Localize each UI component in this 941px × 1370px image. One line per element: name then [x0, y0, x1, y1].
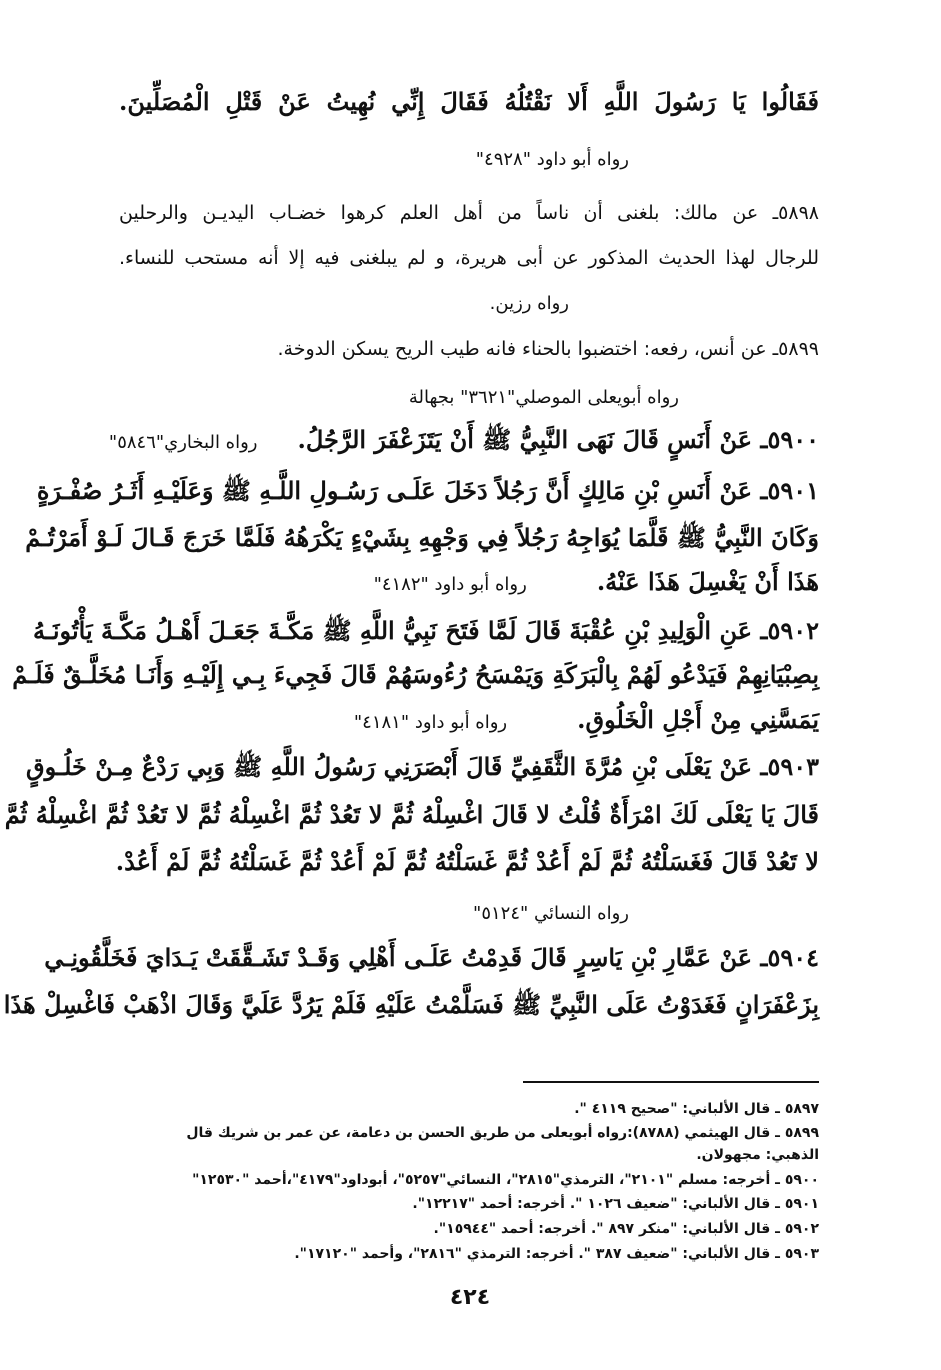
footnote-divider	[523, 1081, 819, 1083]
text-line-14	[119, 700, 819, 740]
footnote-5903: ٥٩٠٣ ـ قال الألباني: "ضعيف ٣٨٧ ". أخرجه: الترمذي "٢٨١٦"، وأحمد "١٧١٢٠".	[294, 1246, 819, 1262]
text-line-17: لا تَعُدْ قَالَ فَغَسَلْتُهُ ثُمَّ لَمْ أَعُدْ ثُمَّ غَسَلْتُهُ ثُمَّ لَمْ أَعُدْ ثُمَّ غَسَلْتُهُ ثُمَّ لَمْ أَعُدْ.	[115, 847, 819, 876]
source-line-05: رواه رزين.	[489, 293, 569, 314]
text-line-01: فَقَالُوا يَا رَسُولَ اللَّهِ أَلا نَقْتُلُهُ فَقَالَ إِنِّي نُهِيتُ عَنْ قَتْلِ الْمُصَلِّينَ.	[119, 87, 819, 116]
text-line-04: للرجال لهذا الحديث المذكور عن أبى هريرة، و لم يبلغنى فيه إلا أنه مستحب للنساء.	[119, 247, 819, 269]
source-abudawud-4181: رواه أبو داود "٤١٨١"	[353, 712, 508, 733]
text-line-11	[119, 562, 819, 602]
text-line-09: ٥٩٠١ـ عَنْ أَنَسِ بْنِ مَالِكٍ أَنَّ رَجُلاً دَخَلَ عَلَـى رَسُـولِ اللَّـهِ ﷺ وَعَلَيْـهِ أَثَـرُ صُفْـرَةٍ	[36, 476, 819, 505]
footnote-5899: ٥٨٩٩ ـ قال الهيثمي (٨٧٨٨):رواه أبويعلى من طريق الحسن بن دعامة، عن عمر بن شريك قال	[186, 1125, 819, 1141]
text-line-03: ٥٨٩٨ـ عن مالك: بلغنى أن ناساً من أهل العلم كرهوا خضـاب اليديـن والرحلين	[119, 202, 819, 224]
source-bukhari-5846: رواه البخاري"٥٨٤٦"	[108, 432, 258, 453]
hadith-5900-text: ٥٩٠٠ـ عَنْ أَنَسٍ قَالَ نَهَى النَّبِيُّ ﷺ أَنْ يَتَزَعْفَرَ الرَّجُلُ.	[297, 425, 819, 454]
page-number: ٤٢٤	[449, 1285, 491, 1310]
text-line-10: وَكَانَ النَّبِيُّ ﷺ قَلَّمَا يُوَاجِهُ رَجُلاً فِي وَجْهِهِ بِشَيْءٍ يَكْرَهُهُ فَلَمَّا خَرَجَ قَـالَ لَـوْ أَمَرْتُـمْ	[25, 523, 819, 552]
footnote-5900: ٥٩٠٠ ـ أخرجه: مسلم "٢١٠١"، الترمذي"٢٨١٥"، النسائي"٥٢٥٧"، أبوداود"٤١٧٩"،أحمد "١٢٥٣٠"	[192, 1172, 819, 1188]
footnote-5897: ٥٨٩٧ ـ قال الألباني: "صحيح ٤١١٩ ".	[574, 1101, 819, 1117]
text-line-13: بِصِبْيَانِهِمْ فَيَدْعُو لَهُمْ بِالْبَرَكَةِ وَيَمْسَحُ رُءُوسَهُمْ قَالَ فَجِيءَ بِـي إِلَيْـهِ وَأَنَـا مُخَلَّـقٌ فَلَـمْ	[12, 660, 819, 689]
footnote-5899-cont: الذهبي: مجهولان.	[696, 1147, 819, 1163]
text-line-08	[108, 420, 819, 460]
text-line-20: بِزَعْفَرَانٍ فَغَدَوْتُ عَلَى النَّبِيِّ ﷺ فَسَلَّمْتُ عَلَيْهِ فَلَمْ يَرُدَّ عَلَيَّ وَقَالَ اذْهَبْ فَاغْسِلْ هَذَا	[3, 990, 819, 1019]
footnote-5901: ٥٩٠١ ـ قال الألباني: "ضعيف ١٠٢٦ ". أخرجه: أحمد "١٢٢١٧".	[412, 1196, 819, 1212]
hadith-5902-end: يَمَسَّنِي مِنْ أَجْلِ الْخَلُوقِ.	[577, 705, 819, 734]
source-line-02: رواه أبو داود "٤٩٢٨"	[475, 149, 629, 170]
text-line-19: ٥٩٠٤ـ عَنْ عَمَّارِ بْنِ يَاسِرٍ قَالَ قَدِمْتُ عَلَـى أَهْلِي وَقَـدْ تَشَـقَّقَتْ يَـدَايَ فَخَلَّقُونِـي	[44, 943, 819, 972]
hadith-5901-end: هَذَا أَنْ يَغْسِلَ هَذَا عَنْهُ.	[596, 567, 819, 596]
text-line-06: ٥٨٩٩ـ عن أنس، رفعه: اختضبوا بالحناء فانه طيب الريح يسكن الدوخة.	[277, 338, 819, 360]
footnote-5902: ٥٩٠٢ ـ قال الألباني: "منكر ٨٩٧ ". أخرجه: أحمد "١٥٩٤٤".	[433, 1221, 819, 1237]
text-line-12: ٥٩٠٢ـ عَنِ الْوَلِيدِ بْنِ عُقْبَةَ قَالَ لَمَّا فَتَحَ نَبِيُّ اللَّهِ ﷺ مَكَّـةَ جَعَـلَ أَهْـلُ مَكَّـةَ يَأْتُونَـهُ	[32, 616, 819, 645]
source-line-18: رواه النسائي "٥١٢٤"	[473, 903, 629, 924]
text-line-16: قَالَ يَا يَعْلَى لَكَ امْرَأَةٌ قُلْتُ لا قَالَ اغْسِلْهُ ثُمَّ لا تَعُدْ ثُمَّ اغْسِلْهُ ثُمَّ لا تَعُدْ ثُمَّ اغْسِلْهُ ثُمَّ	[4, 800, 819, 829]
source-abudawud-4182: رواه أبو داود "٤١٨٢"	[373, 574, 527, 595]
source-line-07: رواه أبويعلى الموصلي"٣٦٢١" بجهالة	[408, 387, 679, 408]
text-line-15: ٥٩٠٣ـ عَنْ يَعْلَى بْنِ مُرَّةَ الثَّقَفِيِّ قَالَ أَبْصَرَنِي رَسُولُ اللَّهِ ﷺ وَبِي رَدْعٌ مِـنْ خَلُـوقٍ	[26, 752, 819, 781]
